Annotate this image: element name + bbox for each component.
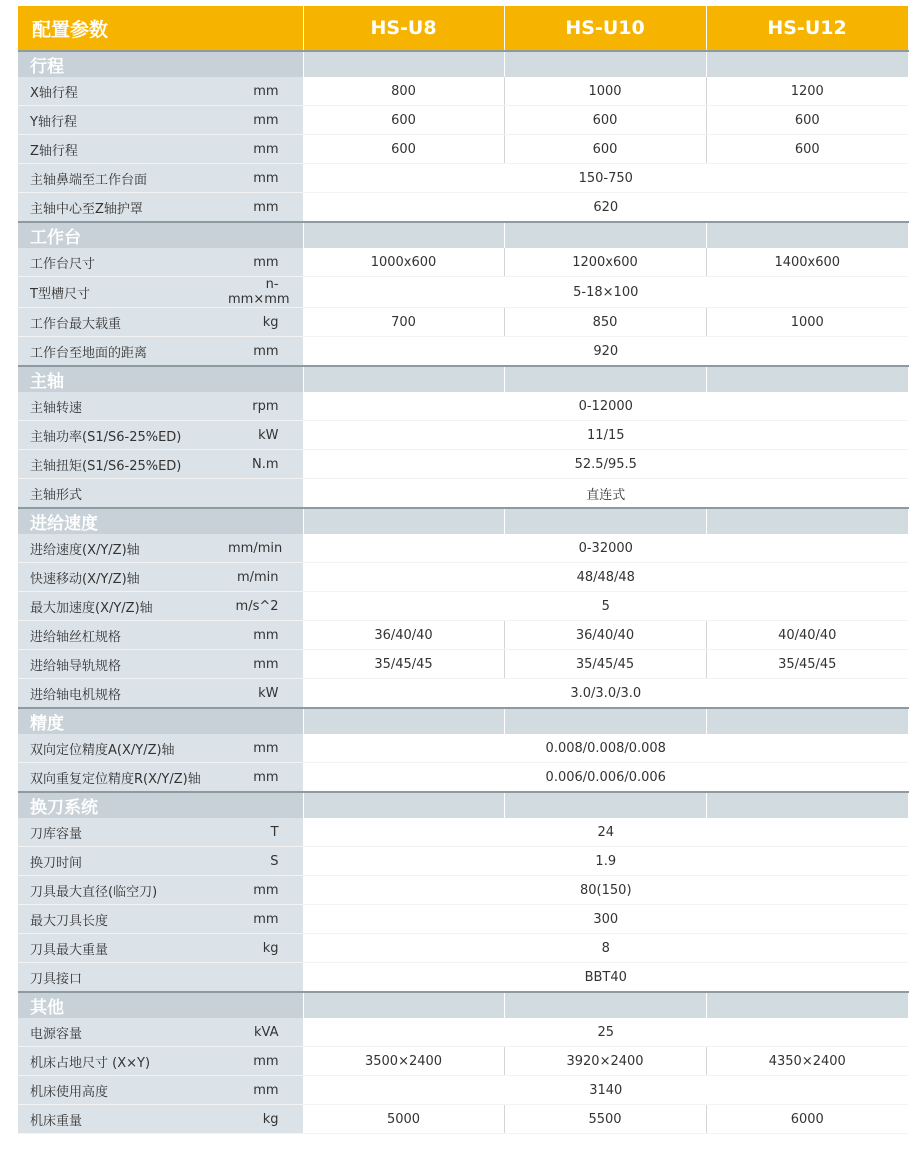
spec-unit: mm [228,1076,303,1105]
spec-unit: mm [228,621,303,650]
section-header-row [18,992,908,1018]
model-header: HS-U12 [706,6,908,51]
spec-table-container [18,6,908,1134]
spec-label: 主轴功率(S1/S6-25%ED) [18,421,228,450]
section-spacer [504,366,706,392]
table-row [18,818,908,847]
table-row [18,106,908,135]
spec-label: 机床占地尺寸 (X×Y) [18,1047,228,1076]
spec-label: 刀具最大重量 [18,934,228,963]
spec-value: 5-18×100 [303,277,908,308]
spec-value: 600 [504,106,706,135]
section-spacer [504,708,706,734]
section-header-row [18,708,908,734]
spec-value: 4350×2400 [706,1047,908,1076]
spec-unit: kVA [228,1018,303,1047]
table-row [18,1105,908,1134]
section-title: 行程 [18,51,303,77]
spec-value: 3140 [303,1076,908,1105]
spec-value: 5500 [504,1105,706,1134]
spec-label: 刀库容量 [18,818,228,847]
section-spacer [504,51,706,77]
spec-value: 35/45/45 [303,650,504,679]
spec-label: 快速移动(X/Y/Z)轴 [18,563,228,592]
section-header-row [18,51,908,77]
table-row [18,337,908,367]
spec-unit: rpm [228,392,303,421]
spec-unit: kW [228,421,303,450]
spec-value: 6000 [706,1105,908,1134]
table-row [18,563,908,592]
spec-unit: kg [228,1105,303,1134]
spec-label: 工作台至地面的距离 [18,337,228,367]
section-spacer [706,708,908,734]
table-row [18,621,908,650]
spec-value: 600 [504,135,706,164]
spec-unit: mm/min [228,534,303,563]
spec-unit: mm [228,876,303,905]
section-spacer [706,366,908,392]
spec-value: 1000 [504,77,706,106]
spec-value: 52.5/95.5 [303,450,908,479]
section-spacer [706,792,908,818]
spec-value: 1000 [706,308,908,337]
spec-value: 11/15 [303,421,908,450]
spec-label: Y轴行程 [18,106,228,135]
spec-label: 主轴转速 [18,392,228,421]
spec-unit: mm [228,193,303,223]
spec-value: 300 [303,905,908,934]
spec-label: 进给轴电机规格 [18,679,228,709]
spec-value: 700 [303,308,504,337]
section-spacer [504,792,706,818]
spec-unit: m/min [228,563,303,592]
spec-value: 1000x600 [303,248,504,277]
spec-label: 进给轴丝杠规格 [18,621,228,650]
spec-value: 80(150) [303,876,908,905]
spec-value: 3500×2400 [303,1047,504,1076]
spec-unit: mm [228,734,303,763]
spec-table-body [18,6,908,1134]
model-header: HS-U10 [504,6,706,51]
spec-value: 直连式 [303,479,908,509]
table-row [18,248,908,277]
table-row [18,963,908,993]
spec-unit: n-mm×mm [228,277,303,308]
spec-label: 双向定位精度A(X/Y/Z)轴 [18,734,228,763]
spec-label: 最大加速度(X/Y/Z)轴 [18,592,228,621]
table-row [18,450,908,479]
spec-unit: kW [228,679,303,709]
section-title: 其他 [18,992,303,1018]
spec-value: 40/40/40 [706,621,908,650]
spec-unit: S [228,847,303,876]
spec-table [18,6,909,1134]
spec-value: 3.0/3.0/3.0 [303,679,908,709]
spec-value: 600 [706,135,908,164]
section-spacer [504,508,706,534]
section-spacer [706,508,908,534]
table-row [18,193,908,223]
spec-unit: m/s^2 [228,592,303,621]
spec-value: 0.008/0.008/0.008 [303,734,908,763]
spec-label: T型槽尺寸 [18,277,228,308]
spec-value: 5000 [303,1105,504,1134]
section-spacer [303,792,504,818]
spec-value: 48/48/48 [303,563,908,592]
spec-value: BBT40 [303,963,908,993]
spec-value: 850 [504,308,706,337]
section-header-row [18,508,908,534]
spec-label: 电源容量 [18,1018,228,1047]
section-header-row [18,222,908,248]
spec-unit: kg [228,934,303,963]
spec-label: 换刀时间 [18,847,228,876]
table-row [18,1076,908,1105]
table-row [18,763,908,793]
spec-unit: mm [228,905,303,934]
spec-unit: mm [228,106,303,135]
table-row [18,1018,908,1047]
spec-label: 刀具最大直径(临空刀) [18,876,228,905]
section-spacer [303,366,504,392]
spec-label: 主轴扭矩(S1/S6-25%ED) [18,450,228,479]
table-row [18,135,908,164]
spec-value: 1200x600 [504,248,706,277]
table-row [18,847,908,876]
spec-unit: T [228,818,303,847]
table-row [18,734,908,763]
spec-label: 进给速度(X/Y/Z)轴 [18,534,228,563]
spec-label: 机床重量 [18,1105,228,1134]
table-row [18,308,908,337]
spec-value: 150-750 [303,164,908,193]
spec-value: 0.006/0.006/0.006 [303,763,908,793]
spec-unit: mm [228,1047,303,1076]
spec-label: 主轴鼻端至工作台面 [18,164,228,193]
spec-value: 1400x600 [706,248,908,277]
spec-label: 机床使用高度 [18,1076,228,1105]
spec-unit: N.m [228,450,303,479]
header-row [18,6,908,51]
spec-label: 最大刀具长度 [18,905,228,934]
spec-unit: mm [228,337,303,367]
section-spacer [706,51,908,77]
table-row [18,876,908,905]
spec-label: 双向重复定位精度R(X/Y/Z)轴 [18,763,228,793]
section-spacer [706,992,908,1018]
spec-value: 35/45/45 [706,650,908,679]
spec-label: 刀具接口 [18,963,228,993]
table-row [18,534,908,563]
spec-value: 0-32000 [303,534,908,563]
spec-label: 主轴中心至Z轴护罩 [18,193,228,223]
table-row [18,277,908,308]
section-title: 工作台 [18,222,303,248]
spec-value: 8 [303,934,908,963]
spec-unit: mm [228,164,303,193]
section-title: 精度 [18,708,303,734]
spec-value: 35/45/45 [504,650,706,679]
spec-value: 3920×2400 [504,1047,706,1076]
spec-unit: kg [228,308,303,337]
spec-value: 600 [706,106,908,135]
spec-value: 0-12000 [303,392,908,421]
spec-value: 800 [303,77,504,106]
table-row [18,934,908,963]
section-spacer [303,708,504,734]
spec-label: Z轴行程 [18,135,228,164]
table-row [18,479,908,509]
spec-value: 600 [303,135,504,164]
spec-value: 5 [303,592,908,621]
table-row [18,679,908,709]
spec-unit: mm [228,77,303,106]
spec-unit [228,963,303,993]
table-row [18,650,908,679]
spec-value: 24 [303,818,908,847]
section-title: 主轴 [18,366,303,392]
table-row [18,421,908,450]
spec-value: 1200 [706,77,908,106]
spec-label: 工作台最大载重 [18,308,228,337]
spec-unit [228,479,303,509]
table-row [18,1047,908,1076]
table-title: 配置参数 [18,6,303,51]
section-spacer [504,992,706,1018]
section-spacer [303,51,504,77]
section-header-row [18,792,908,818]
section-spacer [303,222,504,248]
section-spacer [504,222,706,248]
spec-label: X轴行程 [18,77,228,106]
table-row [18,905,908,934]
section-spacer [303,992,504,1018]
section-title: 进给速度 [18,508,303,534]
section-spacer [303,508,504,534]
section-spacer [706,222,908,248]
table-row [18,164,908,193]
spec-label: 工作台尺寸 [18,248,228,277]
table-row [18,392,908,421]
model-header: HS-U8 [303,6,504,51]
spec-value: 600 [303,106,504,135]
table-row [18,592,908,621]
spec-value: 620 [303,193,908,223]
spec-value: 36/40/40 [303,621,504,650]
table-row [18,77,908,106]
spec-unit: mm [228,135,303,164]
spec-value: 920 [303,337,908,367]
spec-value: 36/40/40 [504,621,706,650]
spec-unit: mm [228,248,303,277]
spec-label: 主轴形式 [18,479,228,509]
spec-value: 1.9 [303,847,908,876]
section-header-row [18,366,908,392]
spec-unit: mm [228,650,303,679]
spec-label: 进给轴导轨规格 [18,650,228,679]
section-title: 换刀系统 [18,792,303,818]
spec-unit: mm [228,763,303,793]
spec-value: 25 [303,1018,908,1047]
